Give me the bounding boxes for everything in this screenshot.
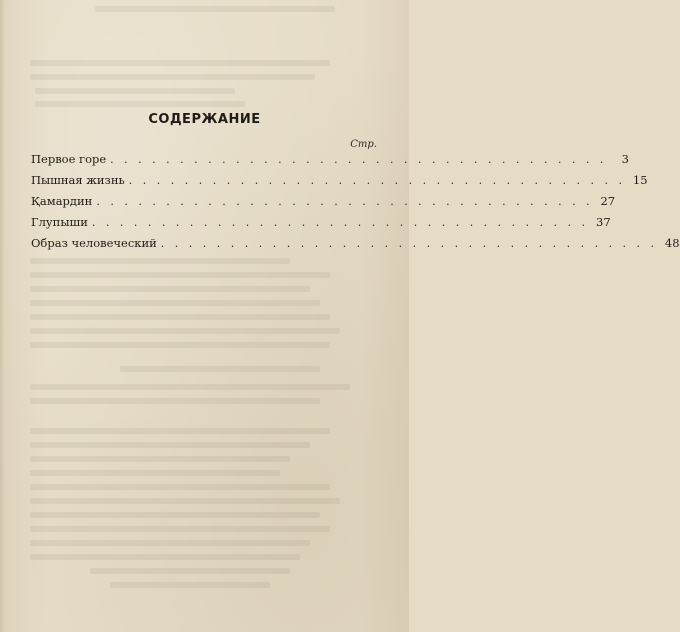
toc-entry-page: 27	[600, 194, 616, 208]
toc-entry[interactable]	[31, 191, 616, 212]
dot-leader: . . . . . . . . . . . . . . . . . . . . . . . . . . . . . . . . . . . .	[91, 216, 589, 229]
toc-entry-page: 37	[596, 215, 611, 229]
toc-entry-title: Образ человеческий	[31, 236, 157, 250]
dot-leader: . . . . . . . . . . . . . . . . . . . . . . . . . . . . . . . . . . . .	[110, 153, 607, 166]
toc-entry[interactable]	[31, 233, 680, 254]
dot-leader: . . . . . . . . . . . . . . . . . . . . . . . . . . . . . . . . . . . .	[96, 195, 594, 208]
toc-entry-page: 48	[664, 236, 680, 250]
toc-entry-page: 15	[632, 173, 648, 187]
toc-entry-page: 3	[621, 152, 629, 166]
page-column-label: Стр.	[350, 139, 377, 150]
dot-leader: . . . . . . . . . . . . . . . . . . . . . . . . . . . . . . . . . . . .	[160, 237, 658, 250]
toc-entry-title: Глупыши	[31, 215, 88, 229]
dot-leader: . . . . . . . . . . . . . . . . . . . . . . . . . . . . . . . . . . . .	[128, 174, 626, 187]
toc-entry-title: Қамардин	[31, 194, 93, 208]
page-edge-shadow	[0, 0, 5, 632]
table-of-contents	[31, 149, 680, 254]
toc-entry[interactable]	[31, 170, 648, 191]
toc-entry[interactable]	[31, 212, 611, 233]
contents-heading: СОДЕРЖАНИЕ	[148, 112, 261, 127]
toc-entry-title: Пышная жизнь	[31, 173, 125, 187]
toc-entry[interactable]	[31, 149, 629, 170]
toc-entry-title: Первое горе	[31, 152, 107, 166]
